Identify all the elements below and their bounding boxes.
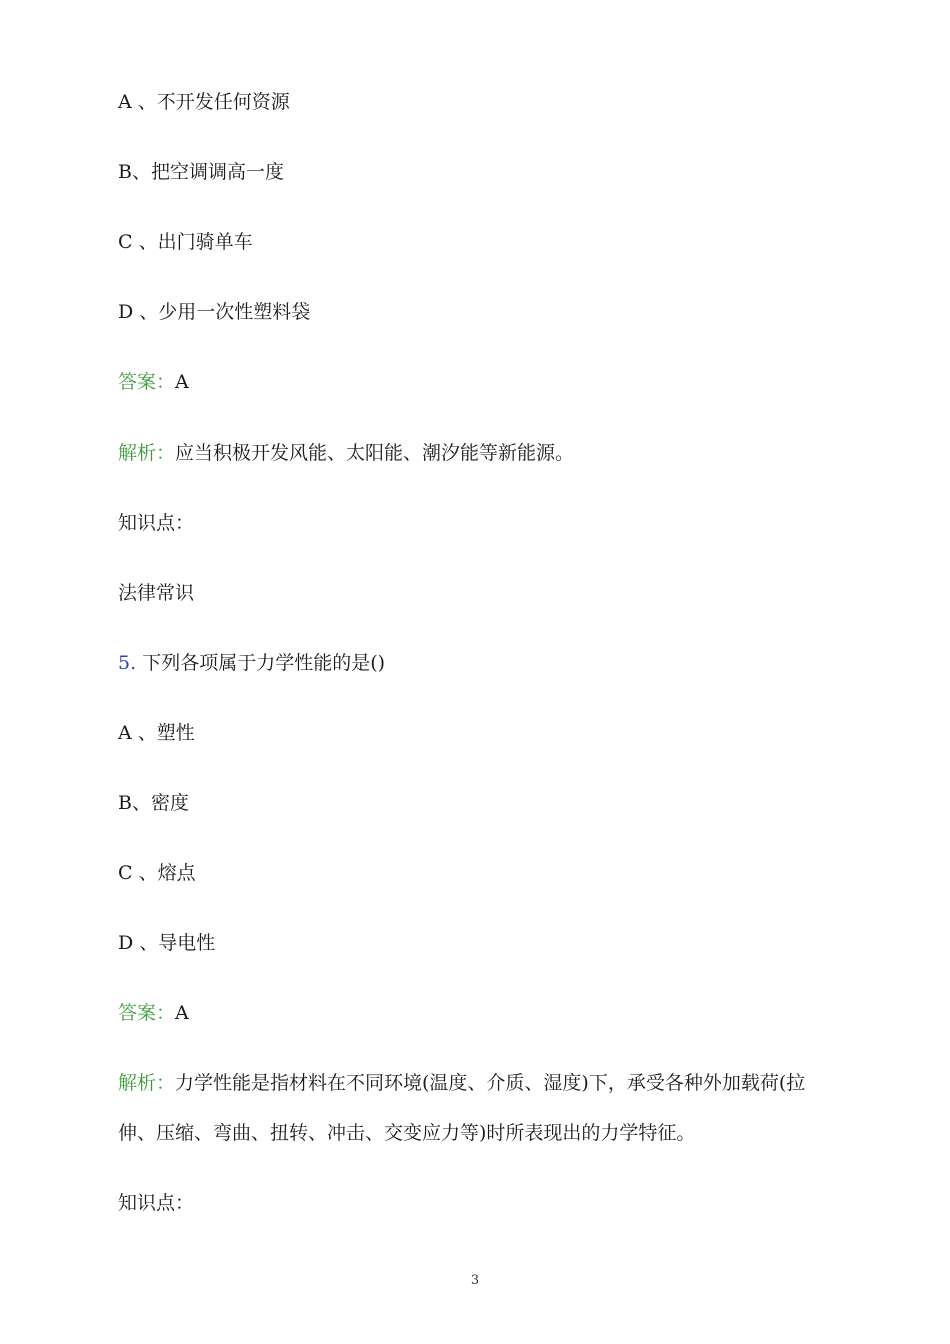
q4-analysis <box>118 441 574 465</box>
q5-analysis-line-1 <box>118 1071 805 1095</box>
analysis-label: 解析： <box>118 1072 176 1094</box>
q4-option-c: C 、出门骑单车 <box>118 231 253 253</box>
question-text: 下列各项属于力学性能的是() <box>142 652 386 674</box>
q4-knowledge-label: 知识点： <box>118 512 195 534</box>
q4-answer <box>118 370 189 394</box>
q5-option-b: B、密度 <box>118 792 189 814</box>
question-number: 5. <box>118 652 137 674</box>
answer-value: A <box>175 1002 189 1024</box>
q4-knowledge-value: 法律常识 <box>118 582 195 604</box>
q4-option-a: A 、不开发任何资源 <box>118 91 290 113</box>
q5-analysis-line-2: 伸、压缩、弯曲、扭转、冲击、交变应力等)时所表现出的力学特征。 <box>118 1122 696 1144</box>
q5-option-d: D 、导电性 <box>118 932 216 954</box>
q5-option-c: C 、熔点 <box>118 862 196 884</box>
q4-option-b: B、把空调调高一度 <box>118 161 284 183</box>
q5-question <box>118 651 385 675</box>
answer-label: 答案： <box>118 371 176 393</box>
analysis-label: 解析： <box>118 442 176 464</box>
q5-knowledge-label: 知识点： <box>118 1192 195 1214</box>
q4-option-d: D 、少用一次性塑料袋 <box>118 301 311 323</box>
answer-label: 答案： <box>118 1002 176 1024</box>
analysis-text: 力学性能是指材料在不同环境(温度、介质、湿度)下，承受各种外加载荷(拉 <box>175 1072 806 1094</box>
page-number: 3 <box>470 1273 480 1288</box>
q5-option-a: A 、塑性 <box>118 722 195 744</box>
answer-value: A <box>175 371 189 393</box>
q5-answer <box>118 1001 189 1025</box>
analysis-text: 应当积极开发风能、太阳能、潮汐能等新能源。 <box>175 442 575 464</box>
